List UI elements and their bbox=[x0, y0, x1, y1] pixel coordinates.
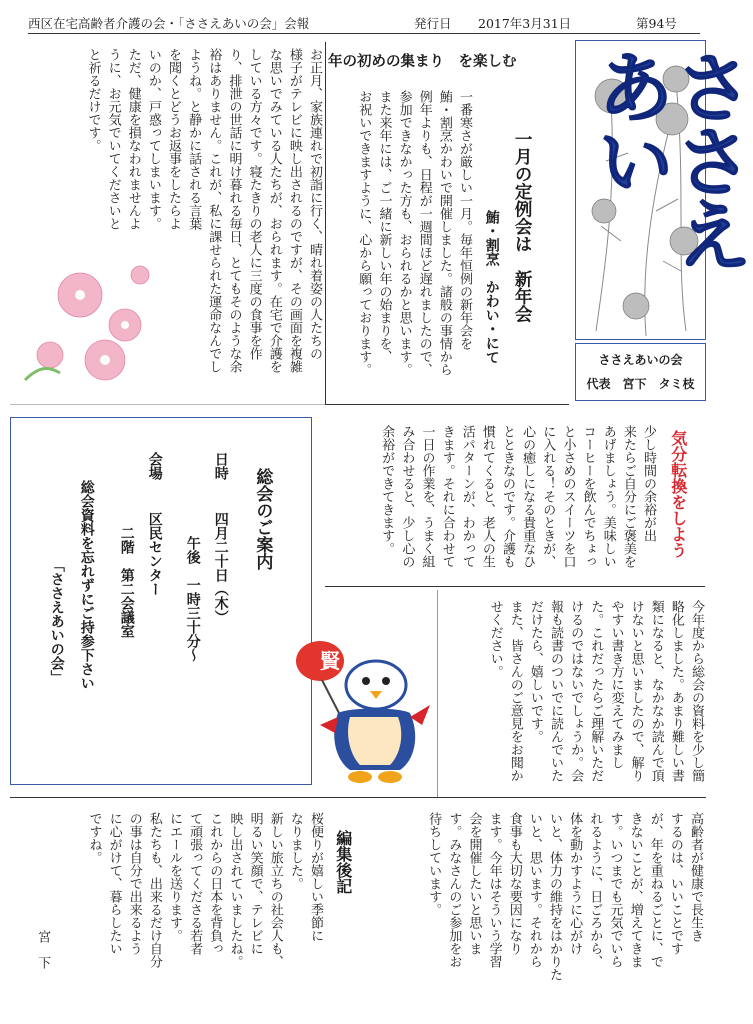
health-line: 体を動かすように心がけ bbox=[567, 812, 583, 955]
health-body bbox=[385, 812, 705, 1012]
materials-line: また、皆さんのご意見をお聞か bbox=[507, 600, 523, 782]
health-line: 待ちしています。 bbox=[426, 812, 442, 916]
afterword-line: 映し出されていましたね。 bbox=[227, 812, 243, 968]
notice-title: 総会のご案内 bbox=[252, 468, 273, 570]
health-line: いと、思います。それから bbox=[526, 812, 542, 968]
mascot-fan-sign: 賢 bbox=[320, 649, 340, 673]
meeting-line: 鮪・割烹かわいで開催しました。諸般の事情から bbox=[436, 90, 452, 376]
meeting-line: 参加できなかった方も、おられるかと思います。 bbox=[396, 90, 412, 376]
health-line: す。みなさんのご参加をお bbox=[446, 812, 462, 968]
afterword-signature: 宮 下 bbox=[35, 930, 51, 969]
care-line: ようね。と静かに話される言葉 bbox=[186, 48, 202, 230]
relax-line: あげましょう。美味しい bbox=[600, 425, 616, 568]
relax-line: 一日の作業を、うまく組 bbox=[419, 425, 435, 568]
materials-line: やすい書き方に変えてみまし bbox=[608, 600, 624, 769]
relax-line: 活パターンが、わかって bbox=[459, 425, 475, 568]
health-line: するのは、いいことです bbox=[667, 812, 683, 955]
relax-line: 心の癒しになる貴重なひ bbox=[520, 425, 536, 568]
care-line: いのか、戸惑ってしまいます。 bbox=[145, 48, 161, 230]
health-line: れるように、日ごろから、 bbox=[587, 812, 603, 968]
afterword-line: 私たちも、出来るだけ自分 bbox=[146, 812, 162, 968]
health-line: 会を開催したいと思いま bbox=[466, 812, 482, 955]
afterword-title: 編集後記 bbox=[333, 830, 353, 894]
health-line: す。いつまでも元気でいら bbox=[607, 812, 623, 968]
health-line: きないことが、増えてきま bbox=[627, 812, 643, 968]
section-rule-left bbox=[10, 404, 325, 405]
notice-room: 二階 第二会議室 bbox=[118, 526, 135, 638]
afterword-line: 明るい笑顔で、テレビに bbox=[247, 812, 263, 955]
care-line: 裕はありません。これが、私に課せられた運命なんでし bbox=[206, 48, 222, 373]
organization-box bbox=[575, 343, 706, 401]
header-rule bbox=[28, 33, 700, 34]
issue-date: 2017年3月31日 bbox=[478, 16, 572, 31]
relax-line: 余裕ができてきます。 bbox=[379, 425, 395, 555]
relax-body bbox=[340, 425, 658, 585]
materials-line: 報も読書のついでに読んでいた bbox=[548, 600, 564, 782]
materials-line: けないと思いましたので、解り bbox=[628, 600, 644, 782]
materials-line: 類になると、なかなか読んで頂 bbox=[648, 600, 664, 782]
relax-line: きます。それに合わせて bbox=[439, 425, 455, 568]
afterword-line: の事は自分で出来るよう bbox=[126, 812, 142, 955]
section-rule bbox=[325, 586, 705, 587]
materials-line: た。これだったらご理解いただ bbox=[588, 600, 604, 782]
relax-line: と小さめのスイーツを口 bbox=[560, 425, 576, 568]
health-line: が、年を重ねるごとに、で bbox=[647, 812, 663, 968]
relax-line: に入れる！そのときが、 bbox=[540, 425, 556, 568]
materials-line: 今年度から総会の資料を少し簡 bbox=[689, 600, 704, 782]
meeting-subhead: 鮪・割烹 かわい・にて bbox=[483, 210, 500, 364]
afterword-line: なりました。 bbox=[287, 812, 303, 890]
publication-name: 西区在宅高齢者介護の会・「ささえあいの会」会報 bbox=[28, 16, 310, 31]
care-line: と祈るだけです。 bbox=[85, 48, 101, 152]
afterword-body bbox=[60, 812, 325, 1012]
notice-date-label: 日時 bbox=[212, 452, 229, 480]
health-line: いと、体力の維持をはかりた bbox=[547, 812, 563, 981]
afterword-line: これからの日本を背負っ bbox=[207, 812, 223, 955]
notice-time: 午後 一時三十分～ bbox=[184, 536, 201, 662]
sakura-illustration bbox=[20, 255, 170, 390]
care-line: り、排泄の世話に明け暮れる毎日、とてもそのような余 bbox=[226, 48, 242, 373]
meeting-line: 例年よりも、日程が一週間ほど遅れましたので、 bbox=[416, 90, 432, 376]
general-meeting-notice bbox=[10, 417, 312, 785]
care-line: 様子がテレビに映し出されるのですが、その画面を複雑 bbox=[286, 48, 302, 373]
masthead-title: ささえあい bbox=[584, 47, 753, 269]
health-line: ます。今年はそういう学習 bbox=[486, 812, 502, 968]
materials-line: けるのではないでしょうか。会 bbox=[568, 600, 584, 782]
care-line: な思いでみている人たちが、おられます。在宅で介護を bbox=[266, 48, 282, 373]
care-line: を聞くとどうお返事をしたらよ bbox=[166, 48, 182, 230]
relax-line: 慣れてくると、老人の生 bbox=[479, 425, 495, 568]
materials-line: せください。 bbox=[487, 600, 503, 678]
relax-line: コーヒーを飲んでちょっ bbox=[580, 425, 596, 568]
afterword-line: にエールを送ります。 bbox=[167, 812, 183, 942]
meeting-line: 一番寒さが厳しい一月。毎年恒例の新年会を bbox=[457, 90, 472, 350]
newsletter-header bbox=[28, 14, 700, 32]
afterword-line: 桜便りが嬉しい季節に bbox=[308, 812, 323, 942]
relax-line: 来たらご自分にご褒美を bbox=[620, 425, 636, 568]
notice-reminder: 総会資料を忘れずにご持参下さい bbox=[78, 480, 95, 690]
section-rule bbox=[10, 797, 706, 798]
notice-venue: 区民センター bbox=[146, 512, 163, 596]
relax-line: み合わせると、少し心の bbox=[399, 425, 415, 568]
health-line: 食事も大切な要因になり bbox=[506, 812, 522, 955]
care-line: ただ、健康を損なわれませんよ bbox=[125, 48, 141, 230]
relax-title: 気分転換をしよう bbox=[668, 430, 688, 558]
meeting-headline: 一月の定例会は 新年会 bbox=[512, 130, 533, 323]
care-line: うに、お元気でいてくださいと bbox=[105, 48, 121, 230]
materials-body bbox=[440, 600, 706, 800]
meeting-body bbox=[344, 90, 474, 400]
section-rule bbox=[325, 404, 569, 405]
materials-line: 略化しました。あまり難しい書 bbox=[668, 600, 684, 782]
column-divider bbox=[437, 590, 438, 797]
health-line: 高齢者が健康で長生き bbox=[688, 812, 703, 942]
notice-reminder-org: 「ささえあいの会」 bbox=[48, 558, 65, 684]
issue-number: 第94号 bbox=[636, 16, 677, 31]
organization-name: ささえあいの会 bbox=[598, 353, 683, 367]
meeting-line: また来年には、ご一緒に新しい年の始まりを、 bbox=[376, 90, 392, 363]
afterword-line: 新しい旅立ちの社会人も、 bbox=[267, 812, 283, 968]
column-divider bbox=[325, 42, 326, 404]
afterword-line: て頑張ってくださる若者 bbox=[187, 812, 203, 955]
meeting-banner: 年の初めの集まり を楽しむ bbox=[328, 54, 517, 70]
relax-line: 少し時間の余裕が出 bbox=[641, 425, 656, 542]
materials-line: だけたら、嬉しいです。 bbox=[527, 600, 543, 743]
masthead-box bbox=[575, 40, 753, 340]
care-line: している方々です。寝たきりの老人に三度の食事を作 bbox=[246, 48, 262, 360]
relax-line: とときなのです。介護も bbox=[500, 425, 516, 568]
care-line: お正月、家族連れで初詣に行く、晴れ着姿の人たちの bbox=[307, 48, 322, 360]
representative: 代表 宮下 タミ枝 bbox=[586, 377, 695, 391]
notice-date: 四月二十日（木） bbox=[212, 512, 229, 624]
afterword-line: ですね。 bbox=[86, 812, 102, 864]
notice-venue-label: 会場 bbox=[146, 452, 163, 480]
afterword-line: に心がけて、暮らしたい bbox=[106, 812, 122, 955]
meeting-line: お祝いできますように、心から願っております。 bbox=[356, 90, 372, 376]
date-label: 発行日 bbox=[414, 16, 452, 31]
